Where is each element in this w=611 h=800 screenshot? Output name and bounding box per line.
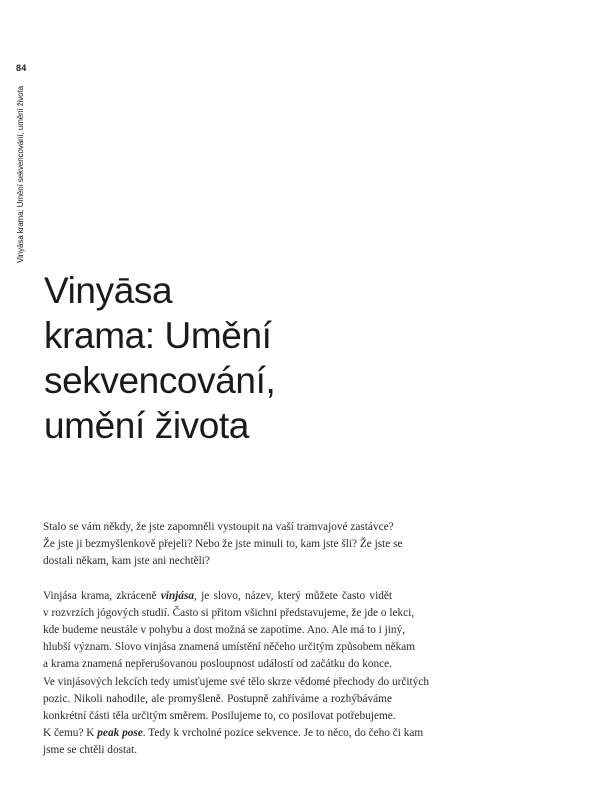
chapter-title xyxy=(44,268,564,448)
chapter-title-line: sekvencování, xyxy=(44,360,276,401)
running-head-text: Vinyāsa krama: Umění sekvencování, umění života xyxy=(15,85,25,263)
text-line: Stalo se vám někdy, že jste zapomněli vystoupit na vaší tramvajové zastávce? xyxy=(43,521,394,533)
text-line xyxy=(43,588,392,605)
emphasis-vinjasa: vinjása xyxy=(160,589,195,602)
paragraph-gap xyxy=(43,571,392,588)
text-line: hlubší význam. Slovo vinjása znamená umístění něčeho určitým způsobem někam xyxy=(43,641,416,654)
text-run: . Tedy k vrcholné pozice sekvence. Je to něco, do čeho či kam xyxy=(142,727,424,740)
text-run: Vinjása krama, zkráceně xyxy=(43,589,161,602)
text-run: K čemu? K xyxy=(43,727,98,740)
chapter-title-line: umění života xyxy=(44,405,249,446)
text-line xyxy=(43,725,424,742)
text-line: Ve vinjásových lekcích tedy umisťujeme své tělo skrze vědomé přechody do určitých xyxy=(43,675,429,688)
running-head xyxy=(13,85,27,263)
text-line: dostali někam, kam jste ani nechtěli? xyxy=(43,555,210,568)
text-line: konkrétní části těla určitým směrem. Posilujeme to, co posilovat potřebujeme. xyxy=(43,710,396,723)
text-line: jsme se chtěli dostat. xyxy=(43,744,138,757)
chapter-title-line: Vinyāsa xyxy=(44,270,173,311)
page-number: 84 xyxy=(16,63,27,73)
text-line: kde budeme neustále v pohybu a dost možná se zapotíme. Ano. Ale má to i jiný, xyxy=(43,624,406,637)
paragraph-1 xyxy=(43,519,403,571)
body-text xyxy=(43,519,429,760)
paragraph-2 xyxy=(43,588,429,760)
chapter-title-line: krama: Umění xyxy=(44,315,272,356)
emphasis-peak-pose: peak pose xyxy=(97,727,143,740)
text-line: v rozvrzích jógových studií. Často si přitom všichni představujeme, že jde o lekci, xyxy=(43,606,415,619)
text-line: pozic. Nikoli nahodile, ale promyšleně. Postupně zahříváme a rozhýbáváme xyxy=(43,692,392,705)
text-line: a krama znamená nepřerušovanou posloupnost událostí od začátku do konce. xyxy=(43,658,392,671)
text-run: , je slovo, název, který můžete často vidět xyxy=(194,589,393,602)
text-line: Že jste ji bezmyšlenkově přejeli? Nebo že jste minuli to, kam jste šli? Že jste se xyxy=(43,538,403,551)
